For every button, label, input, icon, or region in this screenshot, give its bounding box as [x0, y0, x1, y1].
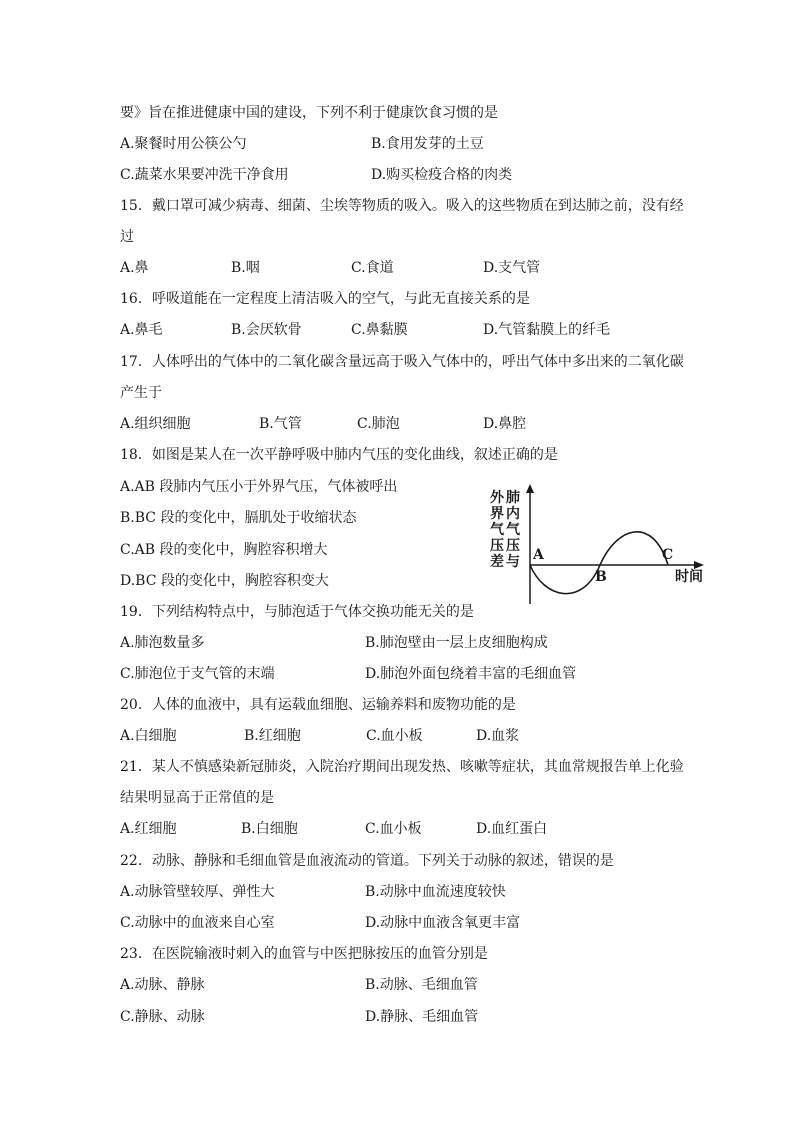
q15-option-b[interactable]: B.咽 — [231, 260, 260, 276]
x-axis-arrow — [694, 561, 704, 569]
q15-option-c[interactable]: C.食道 — [351, 260, 394, 276]
q16-option-d[interactable]: D.气管黏膜上的纤毛 — [483, 322, 611, 338]
q18-stem: 18．如图是某人在一次平静呼吸中肺内气压的变化曲线，叙述正确的是 — [120, 447, 558, 463]
y-label-col2-char-4: 压 — [506, 538, 520, 554]
y-label-col1-char-2: 界 — [490, 506, 504, 522]
q23-option-d[interactable]: D.静脉、毛细血管 — [365, 1009, 479, 1025]
q14-option-a[interactable]: A.聚餐时用公筷公勺 — [120, 136, 247, 152]
q20-option-d[interactable]: D.血浆 — [476, 728, 520, 744]
q22-option-b[interactable]: B.动脉中血流速度较快 — [365, 884, 506, 900]
q23-option-c[interactable]: C.静脉、动脉 — [120, 1009, 205, 1025]
q17-stem: 17．人体呼出的气体中的二氧化碳含量远高于吸入气体中的，呼出气体中多出来的二氧化碳 — [120, 354, 684, 370]
q23-option-b[interactable]: B.动脉、毛细血管 — [365, 977, 478, 993]
q19-stem: 19．下列结构特点中，与肺泡适于气体交换功能无关的是 — [120, 604, 474, 620]
q22-option-c[interactable]: C.动脉中的血液来自心室 — [120, 915, 275, 931]
q21-option-c[interactable]: C.血小板 — [365, 821, 422, 837]
q21-option-b[interactable]: B.白细胞 — [241, 821, 298, 837]
q16-option-a[interactable]: A.鼻毛 — [120, 322, 163, 338]
q17-option-c[interactable]: C.肺泡 — [357, 416, 400, 432]
q15-option-d[interactable]: D.支气管 — [483, 260, 541, 276]
y-label-col2-char-3: 气 — [506, 522, 520, 538]
q19-option-a[interactable]: A.肺泡数量多 — [120, 635, 205, 651]
q16-option-c[interactable]: C.鼻黏膜 — [351, 322, 408, 338]
q18-option-b[interactable]: B.BC 段的变化中，膈肌处于收缩状态 — [120, 510, 357, 526]
q19-option-c[interactable]: C.肺泡位于支气管的末端 — [120, 666, 275, 682]
y-label-col2-char-5: 与 — [506, 554, 520, 570]
q14-stem-continued: 要》旨在推进健康中国的建设，下列不利于健康饮食习惯的是 — [120, 105, 498, 121]
q17-option-b[interactable]: B.气管 — [259, 416, 302, 432]
q21-option-a[interactable]: A.红细胞 — [120, 821, 177, 837]
q19-option-d[interactable]: D.肺泡外面包绕着丰富的毛细血管 — [365, 666, 577, 682]
q18-option-d[interactable]: D.BC 段的变化中，胸腔容积变大 — [120, 573, 329, 589]
q21-stem: 21．某人不慎感染新冠肺炎，入院治疗期间出现发热、咳嗽等症状，其血常规报告单上化验 — [120, 759, 684, 775]
q14-option-d[interactable]: D.购买检疫合格的肉类 — [371, 167, 513, 183]
y-axis-arrow — [526, 484, 534, 493]
point-c-label: C — [662, 547, 674, 563]
q20-option-c[interactable]: C.血小板 — [366, 728, 423, 744]
q16-stem: 16．呼吸道能在一定程度上清洁吸入的空气，与此无直接关系的是 — [120, 291, 530, 307]
q14-option-b[interactable]: B.食用发芽的土豆 — [371, 136, 484, 152]
q15-stem: 15．戴口罩可减少病毒、细菌、尘埃等物质的吸入。吸入的这些物质在到达肺之前，没有经 — [120, 198, 684, 214]
q19-option-b[interactable]: B.肺泡壁由一层上皮细胞构成 — [365, 635, 548, 651]
q15-stem-continued: 过 — [120, 229, 134, 245]
q17-option-a[interactable]: A.组织细胞 — [120, 416, 191, 432]
y-label-col2-char-1: 肺 — [506, 490, 520, 506]
q16-option-b[interactable]: B.会厌软骨 — [231, 322, 302, 338]
pressure-curve-figure — [478, 480, 710, 614]
y-label-col1-char-3: 气 — [490, 522, 504, 538]
q22-stem: 22．动脉、静脉和毛细血管是血液流动的管道。下列关于动脉的叙述，错误的是 — [120, 853, 614, 869]
q22-option-a[interactable]: A.动脉管壁较厚、弹性大 — [120, 884, 275, 900]
q23-stem: 23．在医院输液时刺入的血管与中医把脉按压的血管分别是 — [120, 946, 488, 962]
q21-stem-continued: 结果明显高于正常值的是 — [120, 790, 274, 806]
point-b-label: B — [595, 569, 607, 585]
q18-option-c[interactable]: C.AB 段的变化中，胸腔容积增大 — [120, 542, 328, 558]
y-label-col1-char-5: 差 — [490, 554, 504, 570]
q22-option-d[interactable]: D.动脉中血液含氧更丰富 — [365, 915, 521, 931]
q18-option-a[interactable]: A.AB 段肺内气压小于外界气压，气体被呼出 — [120, 479, 398, 495]
point-a-label: A — [533, 547, 544, 563]
y-label-col1-char-4: 压 — [490, 538, 504, 554]
q20-option-b[interactable]: B.红细胞 — [244, 728, 301, 744]
y-label-col2-char-2: 内 — [506, 506, 520, 522]
q17-stem-continued: 产生于 — [120, 385, 162, 401]
q23-option-a[interactable]: A.动脉、静脉 — [120, 977, 205, 993]
q14-option-c[interactable]: C.蔬菜水果要冲洗干净食用 — [120, 167, 289, 183]
q20-stem: 20．人体的血液中，具有运载血细胞、运输养料和废物功能的是 — [120, 697, 516, 713]
q17-option-d[interactable]: D.鼻腔 — [483, 416, 527, 432]
y-label-col1-char-1: 外 — [490, 490, 504, 506]
x-axis-label: 时间 — [675, 569, 703, 585]
q15-option-a[interactable]: A.鼻 — [120, 260, 149, 276]
q21-option-d[interactable]: D.血红蛋白 — [476, 821, 548, 837]
q20-option-a[interactable]: A.白细胞 — [120, 728, 177, 744]
